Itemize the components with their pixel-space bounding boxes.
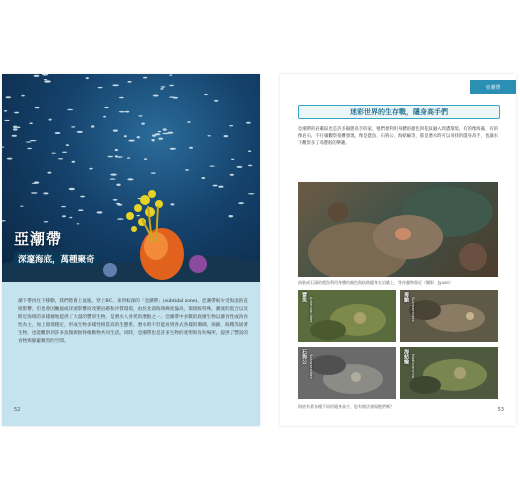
fish-mark bbox=[210, 166, 215, 167]
fish-mark bbox=[124, 135, 127, 137]
fish-mark bbox=[86, 77, 89, 79]
fish-mark bbox=[214, 100, 218, 102]
fish-mark bbox=[185, 169, 189, 171]
left-page-number: 52 bbox=[14, 407, 21, 413]
fish-mark bbox=[89, 168, 92, 170]
left-page bbox=[2, 74, 260, 426]
fish-mark bbox=[115, 149, 118, 151]
fish-mark bbox=[248, 150, 251, 152]
zone-title: 亞潮帶 bbox=[14, 230, 63, 248]
camouflage-main-photo bbox=[298, 182, 498, 277]
fish-mark bbox=[71, 126, 75, 127]
right-page bbox=[280, 74, 516, 426]
fish-mark bbox=[116, 203, 121, 204]
fish-mark bbox=[30, 140, 37, 141]
left-body-text: 潮下帶再往下移動，我們將會上氣瓶，穿上BC、來到較深的「亞潮帶」(subtidal zone)。亞潮帶較少受海浪的直接影響，但也會因颱風或洋流影響而改變岩礁和沙質環境，由於北部海域緯度偏高，環境較特殊，潮流的混合以及附近海域的多樣棲地提供了大量的豐厚生物，是潛水人喜愛的潛點之一。亞潮帶中多數的底棲生物以濾食性或肉食性為主，加上環境穩定，形成生物多樣性相當高的生態系，潛水時不但能看到各式各樣的珊瑚、海綿、海鞘等固著生物，也能觀察到許多魚類與無脊椎動物共同生活。同時，亞潮帶也是許多生物的產卵與育幼場所，提供了豐富的食物與躲避敵害的空間。 bbox=[18, 299, 248, 344]
subtidal-fish-photo bbox=[2, 74, 260, 282]
fish-mark bbox=[137, 215, 140, 217]
fish-mark bbox=[13, 126, 17, 128]
fish-mark bbox=[77, 131, 84, 133]
fish-mark bbox=[69, 188, 75, 190]
fish-mark bbox=[62, 215, 66, 217]
fish-mark bbox=[44, 79, 47, 80]
fish-mark bbox=[170, 148, 177, 150]
fish-mark bbox=[31, 192, 38, 194]
fish-mark bbox=[128, 140, 135, 142]
fish-mark bbox=[213, 185, 218, 187]
fish-mark bbox=[224, 135, 229, 137]
fish-mark bbox=[115, 155, 118, 157]
fish-mark bbox=[158, 138, 163, 140]
fish-mark bbox=[72, 161, 76, 163]
fish-mark bbox=[44, 80, 51, 82]
fish-mark bbox=[49, 119, 52, 121]
fish-mark bbox=[80, 196, 85, 198]
fish-mark bbox=[127, 178, 133, 180]
fish-mark bbox=[21, 95, 25, 97]
fish-mark bbox=[78, 209, 83, 211]
fish-mark bbox=[4, 120, 9, 121]
fish-mark bbox=[162, 133, 168, 134]
fish-mark bbox=[27, 148, 32, 149]
fish-mark bbox=[170, 203, 174, 205]
fish-mark bbox=[52, 153, 56, 154]
fish-mark bbox=[141, 123, 145, 125]
fish-mark bbox=[20, 206, 23, 207]
fish-mark bbox=[67, 109, 73, 110]
chapter-tab: 亞潮帶 bbox=[470, 80, 516, 94]
fish-mark bbox=[44, 221, 49, 222]
fish-mark bbox=[163, 128, 167, 130]
fish-mark bbox=[169, 75, 172, 76]
photo-label: 海蛞蝓 bbox=[403, 349, 409, 364]
section-heading: 迷彩世界的生存戰，隱身高手們 bbox=[350, 108, 448, 116]
fish-mark bbox=[151, 172, 156, 173]
fish-mark bbox=[169, 96, 175, 97]
bottom-caption: 海底有著各種不同的隱身高手，您有辦法發現牠們嗎？ bbox=[298, 404, 394, 409]
fish-mark bbox=[153, 95, 159, 97]
photo-label: 躄魚 bbox=[301, 292, 307, 302]
fish-mark bbox=[91, 125, 94, 127]
fish-mark bbox=[2, 220, 6, 221]
photo-label: 石狗公 bbox=[301, 349, 307, 364]
fish-mark bbox=[229, 215, 234, 217]
fish-mark bbox=[169, 85, 174, 86]
fish-mark bbox=[248, 193, 255, 194]
fish-mark bbox=[110, 174, 117, 176]
fish-mark bbox=[127, 81, 131, 83]
fish-mark bbox=[201, 177, 205, 179]
fish-mark bbox=[204, 94, 208, 95]
fish-mark bbox=[61, 206, 66, 207]
fish-mark bbox=[151, 139, 154, 141]
fish-mark bbox=[104, 107, 109, 108]
zone-subtitle: 深邃海底，萬種聚奇 bbox=[14, 252, 99, 266]
fish-mark bbox=[42, 74, 48, 76]
photo-stonefish bbox=[298, 347, 396, 399]
photo-scorpionfish bbox=[400, 290, 498, 342]
fish-mark bbox=[113, 199, 118, 201]
photo-sublabel: Scorpaenidae bbox=[411, 297, 415, 322]
right-page-number: 53 bbox=[497, 407, 504, 413]
fish-mark bbox=[231, 159, 234, 160]
fish-mark bbox=[158, 131, 161, 132]
fish-mark bbox=[35, 107, 40, 108]
right-body-text: 亞潮帶的岩礁區也是許多擬態高手的家，牠們會利用身體的顏色與花紋融入周遭環境，有的像海藻、有的像岩石，不仔細觀察很難發現。像是躄魚、石狗公、海蛞蝓等，都是潛水時可以尋找的隱身高手，也讓水下觀察多了尋寶般的樂趣。 bbox=[298, 127, 498, 146]
photo-frogfish bbox=[298, 290, 396, 342]
fish-mark bbox=[155, 133, 161, 135]
fish-mark bbox=[69, 217, 72, 219]
fish-mark bbox=[207, 135, 210, 136]
fish-mark bbox=[26, 141, 32, 142]
fish-mark bbox=[236, 166, 242, 168]
fish-mark bbox=[144, 158, 147, 160]
photo-sublabel: Nudibranchia bbox=[411, 354, 415, 378]
fish-mark bbox=[4, 110, 7, 112]
fish-mark bbox=[116, 184, 120, 186]
fish-mark bbox=[43, 192, 48, 194]
fish-mark bbox=[246, 122, 251, 124]
fish-mark bbox=[117, 218, 124, 220]
fish-mark bbox=[137, 136, 140, 138]
fish-mark bbox=[218, 186, 223, 188]
fish-mark bbox=[66, 144, 69, 146]
fish-mark bbox=[230, 174, 234, 176]
fish-mark bbox=[103, 116, 106, 118]
fish-mark bbox=[248, 165, 252, 167]
fish-mark bbox=[77, 223, 80, 224]
fish-mark bbox=[112, 84, 119, 86]
left-text-block bbox=[2, 282, 260, 426]
fish-mark bbox=[34, 75, 40, 77]
fish-mark bbox=[14, 112, 19, 114]
fish-mark bbox=[2, 147, 4, 148]
fish-mark bbox=[5, 96, 11, 98]
fish-mark bbox=[13, 128, 18, 130]
fish-mark bbox=[55, 132, 61, 134]
fish-mark bbox=[238, 202, 244, 204]
fish-mark bbox=[160, 88, 163, 90]
photo-nudibranch bbox=[400, 347, 498, 399]
fish-mark bbox=[58, 158, 63, 159]
photo-sublabel: Scorpaenidae bbox=[309, 354, 313, 379]
main-photo-caption: 偽裝成石頭的躄魚利用身體的顏色與紋路隱身在岩礁上，等待獵物靠近（攝影：Jyuan） bbox=[298, 280, 454, 285]
fish-mark bbox=[98, 87, 103, 88]
fish-mark bbox=[107, 156, 113, 158]
fish-mark bbox=[29, 122, 32, 124]
fish-mark bbox=[113, 130, 118, 132]
photo-sublabel: Antennariidae bbox=[309, 297, 313, 323]
fish-mark bbox=[11, 135, 17, 137]
fish-mark bbox=[97, 211, 103, 213]
fish-mark bbox=[125, 111, 130, 113]
fish-mark bbox=[229, 125, 233, 126]
fish-mark bbox=[189, 147, 193, 149]
fish-mark bbox=[161, 86, 166, 87]
fish-mark bbox=[34, 181, 39, 183]
fish-mark bbox=[187, 121, 190, 123]
fish-mark bbox=[119, 111, 125, 113]
fish-mark bbox=[119, 97, 124, 99]
fish-mark bbox=[47, 172, 51, 174]
fish-mark bbox=[143, 77, 147, 79]
fish-mark bbox=[62, 152, 67, 153]
section-heading-bar bbox=[298, 105, 500, 119]
photo-label: 毒鮋 bbox=[403, 292, 409, 302]
fish-mark bbox=[110, 178, 116, 179]
fish-mark bbox=[127, 157, 130, 158]
fish-mark bbox=[7, 158, 13, 160]
fish-mark bbox=[138, 115, 142, 116]
